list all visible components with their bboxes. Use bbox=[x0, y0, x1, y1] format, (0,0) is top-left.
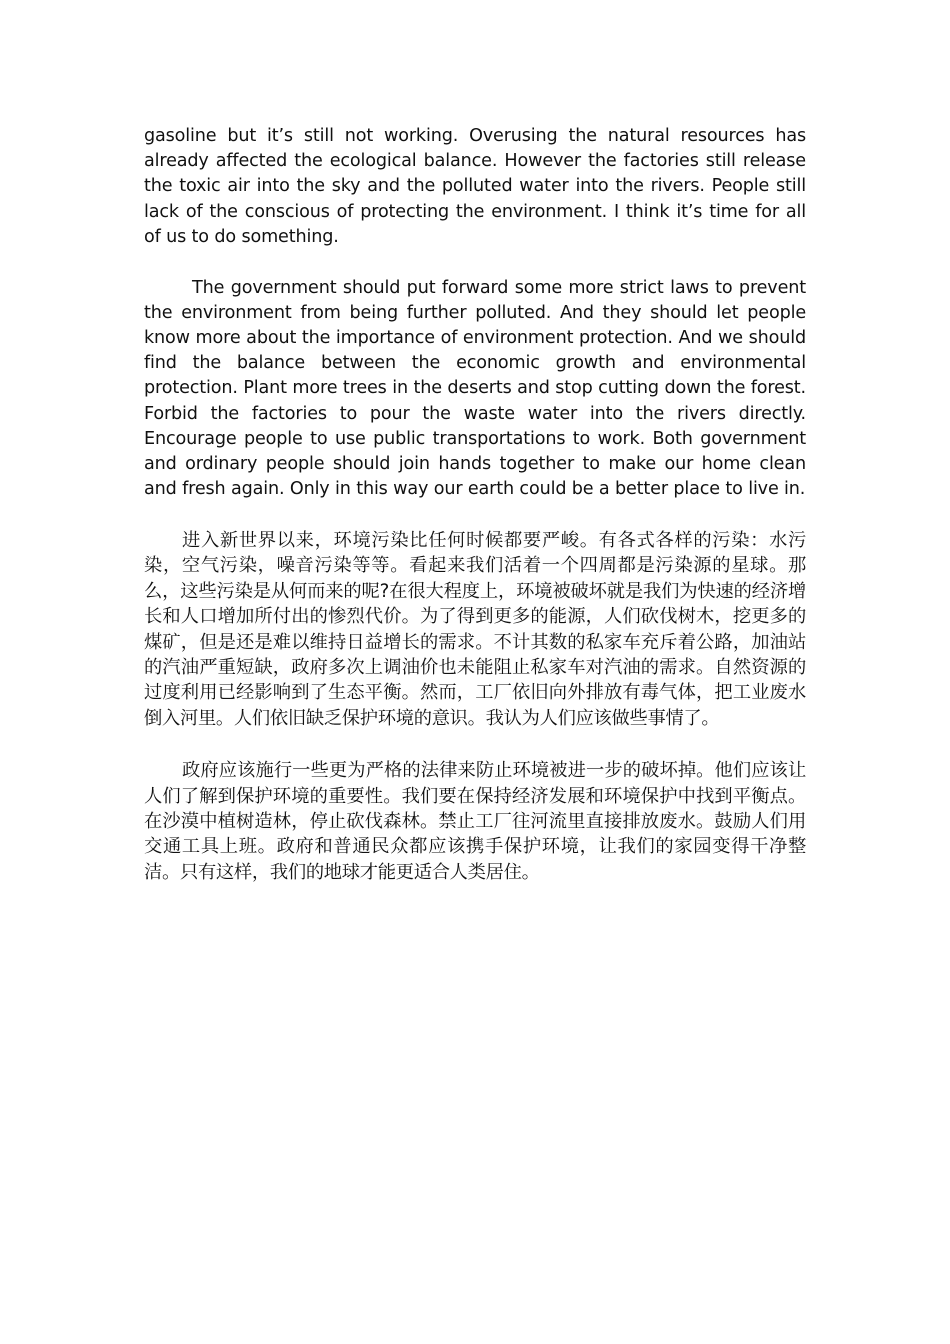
chinese-paragraph-1: 进入新世界以来，环境污染比任何时候都要严峻。有各式各样的污染：水污染，空气污染，噪音污染等等。看起来我们活着一个四周都是污染源的星球。那么，这些污染是从何而来的呢?在很大程度上，环境被破坏就是我们为快速的经济增长和人口增加所付出的惨烈代价。为了得到更多的能源，人们砍伐树木，挖更多的煤矿，但是还是难以维持日益增长的需求。不计其数的私家车充斥着公路，加油站的汽油严重短缺，政府多次上调油价也未能阻止私家车对汽油的需求。自然资源的过度利用已经影响到了生态平衡。然而，工厂依旧向外排放有毒气体，把工业废水倒入河里。人们依旧缺乏保护环境的意识。我认为人们应该做些事情了。 bbox=[144, 529, 806, 729]
chinese-paragraph-2: 政府应该施行一些更为严格的法律来防止环境被进一步的破坏掉。他们应该让人们了解到保护环境的重要性。我们要在保持经济发展和环境保护中找到平衡点。在沙漠中植树造林，停止砍伐森林。禁止工厂往河流里直接排放废水。鼓励人们用交通工具上班。政府和普通民众都应该携手保护环境，让我们的家园变得干净整洁。只有这样，我们的地球才能更适合人类居住。 bbox=[144, 760, 806, 883]
english-paragraph-1: gasoline but it’s still not working. Overusing the natural resources has already affected the ecological balance. However the factories still release the toxic air into the sky and the polluted water into the rivers. People still lack of the conscious of protecting the environment. I think it’s time for all of us to do something. bbox=[144, 126, 806, 247]
english-paragraph-2: The government should put forward some more strict laws to prevent the environment from being further polluted. And they should let people know more about the importance of environment protection. And we should find the balance between the economic growth and environmental protection. Plant more trees in the deserts and stop cutting down the forest. Forbid the factories to pour the waste water into the rivers directly. Encourage people to use public transportations to work. Both government and ordinary people should join hands together to make our home clean and fresh again. Only in this way our earth could be a better place to live in. bbox=[144, 277, 806, 500]
document-body bbox=[144, 124, 806, 885]
